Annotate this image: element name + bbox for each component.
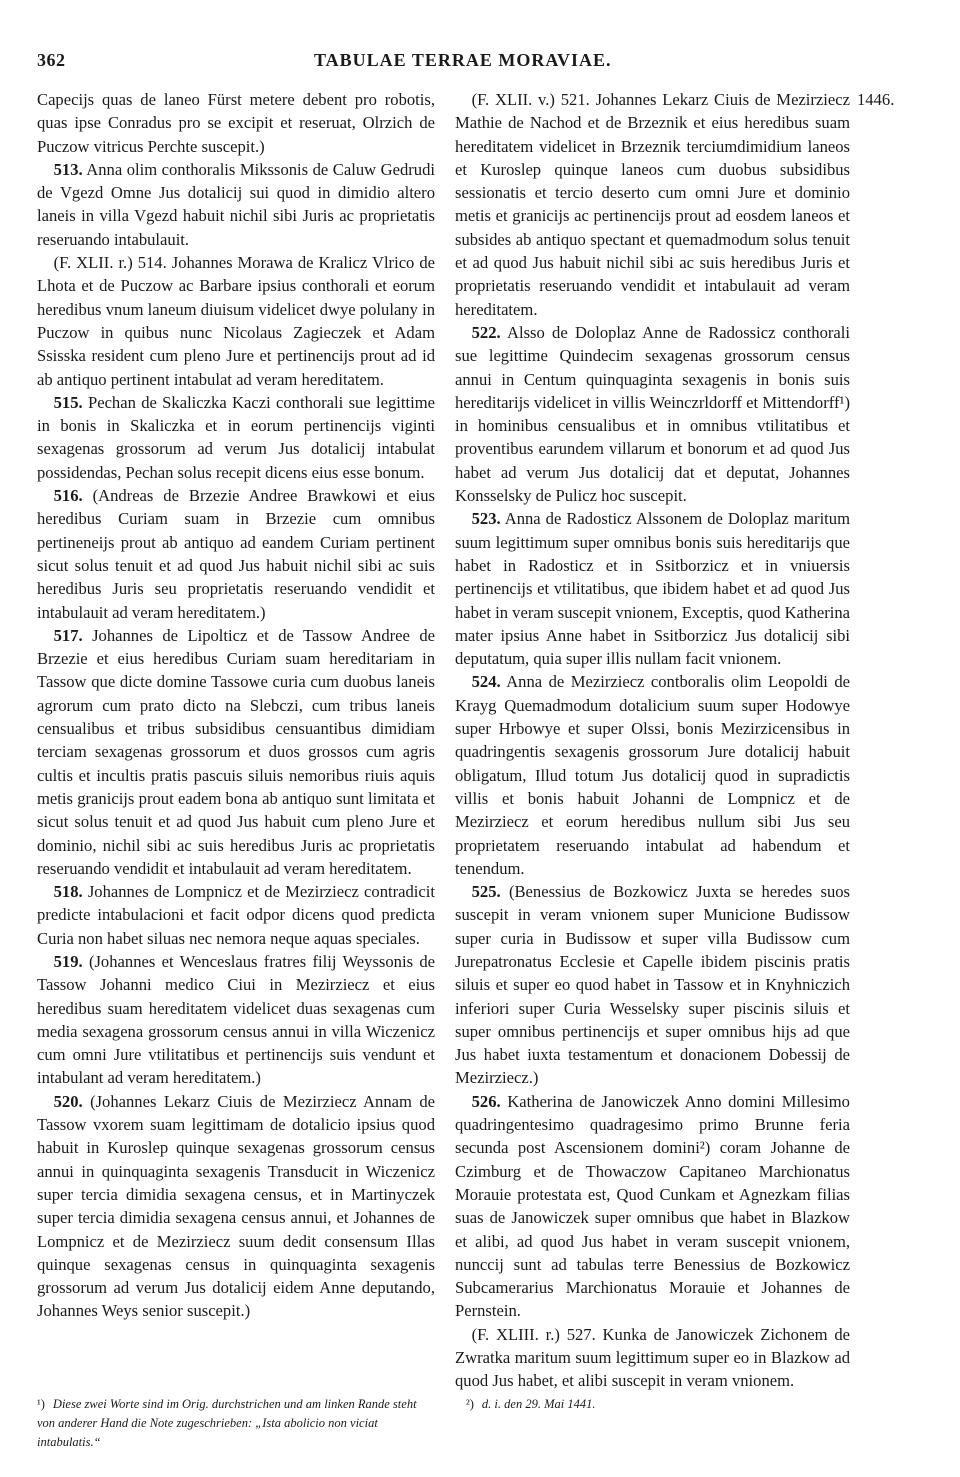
entry-523 — [455, 507, 850, 670]
entry-522 — [455, 321, 850, 507]
entry-515 — [37, 391, 435, 484]
entry-519 — [37, 950, 435, 1090]
entry-text: Katherina de Janowiczek Anno domini Millesimo quadringentesimo quadragesimo primo Brunne feria secunda post Ascensionem domini²) coram Johanne de Czimburg et de Thowaczow Capitaneo Marchionatus Morauie protestata est, Quod Cunkam et Agnezkam filias suas de Janowiczek super omnibus que habet in Blazkow et alibi, ad quod Jus habet in veram suscepit vnionem, nunccij sunt ad tabulas terre Benessius de Bozkowicz Subcamerarius Marchionatus Morauie et Johannes de Pernstein. — [455, 1091, 850, 1321]
entry-number: 526. — [471, 1091, 501, 1111]
running-title: TABULAE TERRAE MORAVIAE. — [314, 50, 612, 70]
entry-text: (Andreas de Brzezie Andree Brawkowi et eius heredibus Curiam suam in Brzezie cum omnibus pertineneijs prout ab antiquo ad eandem Curiam pertinent sicut solus tenuit et ad quod Jus habuit nichil sibi ac suis heredibus Juris seu proprietatis reseruando vendidit et intabulauit ad veram hereditatem.) — [37, 486, 435, 622]
entry-520 — [37, 1090, 435, 1323]
entry-number: 515. — [53, 392, 83, 412]
entry-number: 522. — [471, 322, 501, 342]
entry-text: Anna olim conthoralis Mikssonis de Caluw Gedrudi de Vgezd Omne Jus dotalicij sui quod in dimidio altero laneis in villa Vgezd habuit nichil sibi Juris ac proprietatis reseruando intabulauit. — [37, 159, 436, 249]
entry-number: 516. — [53, 486, 83, 506]
footnote-marker: ¹) — [37, 1397, 45, 1411]
entry-text: Pechan de Skaliczka Kaczi conthorali sue legittime in bonis in Skaliczka et in eorum pertinencijs viginti sexagenas grossorum ad verum Jus dotalicij intabulat possidendas, Pechan solus recepit dicens eius esse bonum. — [37, 392, 436, 482]
entry-text: (F. XLII. v.) 521. Johannes Lekarz Ciuis de Mezirziecz Mathie de Nachod et de Brzeznik et eius heredibus suam hereditatem videlicet in Brzeznik terciumdimidium laneos et Kuroslep quinque laneos cum duobus subsidibus sessionatis et tercio deserto cum omni Jure et dominio metis et granicijs ac pertinencijs prout ad eosdem laneos et subsides ab antiquo spectant et quemadmodum solus tenuit et ad quod Jus habuit nichil sibi ac suis heredibus Juris et proprietatis reseruando vendidit et intabulauit ad veram hereditatem. — [455, 90, 850, 319]
entry-text: Johannes de Lipolticz et de Tassow Andree de Brzezie et eius heredibus Curiam suam hereditariam in Tassow que dicte domine Tassowe curia cum duobus laneis agrorum cum prato dicto na Slebczi, cum tribus laneis censualibus et tribus subsidibus censuantibus dimidiam terciam sexagenas grossorum et duos grossos cum agris cultis et incultis pratis pascuis siluis nemoribus riuis aquis metis granicijs prout eadem bona ab antiquo sunt limitata et sicut solus tenuit et ad quod Jus habuit cum pleno Jure et dominio, nichil sibi ac suis heredibus Juris ac proprietatis reseruando vendidit et intabulauit ad veram hereditatem. — [37, 625, 435, 878]
left-column — [37, 88, 435, 1323]
entry-521 — [455, 88, 850, 321]
entry-text: Anna de Mezirziecz contboralis olim Leopoldi de Krayg Quemadmodum dotalicium suum super Hodowye super Hrbowye et super Olssi, bonis Mezirzicensibus in quadringentis sexagenis grossorum Jure dotalicij habuit obligatum, Illud totum Jus dotalicij quod in supradictis villis et bonis habuit Johanni de Lompnicz et de Mezirziecz et eorum heredibus nullum sibi Jus seu proprietatem reseruando intabulat ad habendum et tenendum. — [455, 672, 851, 878]
entry-text: Anna de Radosticz Alssonem de Doloplaz maritum suum legittimum super omnibus bonis suis hereditarijs que habet in Radosticz et in Ssitborzicz et in vniuersis pertinencijs et vtilitatibus, que ibidem habet et ad quod Jus habet in veram suscepit vnionem, Exceptis, quod Katherina mater ipsius Anne habet in Ssitborzicz Jus dotalicij sibi deputatum, quia super illis nullam facit vnionem. — [455, 509, 850, 669]
entry-514 — [37, 251, 435, 391]
entry-text: Johannes de Lompnicz et de Mezirziecz contradicit predicte intabulacioni et facit odpor dicens quod predicta Curia non habet siluas nec nemora neque aquas speciales. — [37, 882, 435, 948]
entry-513 — [37, 158, 435, 251]
entry-number: 518. — [53, 882, 83, 902]
entry-number: 519. — [53, 951, 83, 971]
entry-text: (F. XLIII. r.) 527. Kunka de Janowiczek Zichonem de Zwratka maritum suum legittimum super eo in Blazkow ad quod Jus habet, et alibi suscepit in veram vnionem. — [455, 1324, 850, 1391]
entry-524 — [455, 670, 850, 880]
entry-number: 513. — [53, 159, 83, 179]
entry-text: (Benessius de Bozkowicz Juxta se heredes suos suscepit in veram vnionem super Municione Budissow super curia in Budissow et super villa Budissow cum Jurepatronatus Ecclesie et Capelle ibidem piscinis pratis siluis et super eo quod habet in Tassow et in Knyhniczich inferiori super Curia Wesselsky super piscinis siluis et super omnibus pertinencijs et super omnibus hijs ad que Jus habet iuxta testamentum et donacionem Dobessij de Mezirziecz.) — [455, 882, 850, 1088]
entry-text: (Johannes et Wenceslaus fratres filij Weyssonis de Tassow Johanni medico Ciui in Mezirziecz et eius heredibus suam hereditatem videlicet duas sexagenas cum media sexagena grossorum census annui in villa Wiczenicz cum omni Jure vtilitatibus et pertinencijs suis vendunt et intabulant ad veram hereditatem.) — [37, 951, 435, 1088]
entry-continuation — [37, 88, 435, 158]
entry-text: Capecijs quas de laneo Fürst metere debent pro robotis, quas ipse Conradus pro se excipit et reseruat, Olrzich de Puczow vitricus Perchte suscepit.) — [37, 90, 435, 156]
entry-number: 525. — [471, 882, 501, 902]
entry-526 — [455, 1090, 850, 1323]
entry-525 — [455, 880, 850, 1090]
margin-year: 1446. — [857, 90, 895, 109]
entry-number: 520. — [53, 1091, 83, 1111]
entry-527 — [455, 1323, 850, 1393]
entry-text: Alsso de Doloplaz Anne de Radossicz conthorali sue legittime Quindecim sexagenas grossorum census annui in Centum quinquaginta sexagenis in bonis suis hereditarijs videlicet in villis Weinczrldorff et Mittendorff¹) in hominibus censualibus et in omnibus vtilitatibus et proventibus earundem villarum et bonorum et ad quod Jus habet ad verum Jus dotalicij dat et deputat, Johannes Konsselsky de Pulicz hoc suscepit. — [455, 322, 851, 506]
entry-number: 523. — [471, 509, 501, 529]
entry-518 — [37, 880, 435, 950]
footnote-2 — [466, 1395, 846, 1414]
footnote-text: d. i. den 29. Mai 1441. — [481, 1397, 596, 1411]
page-number: 362 — [37, 50, 66, 70]
entry-text: (Johannes Lekarz Ciuis de Mezirziecz Annam de Tassow vxorem suam legittimam de dotalicio ipsius quod habuit in Kuroslep quinque sexagenas grossorum census annui in quinquaginta sexagenis Transducit in Wiczenicz super tercia dimidia sexagena census, et in Martinyczek super tercia dimidia sexagena census annui, et Johannes de Lompnicz et de Mezirziecz suum dedit consensum Illas quinque sexagenas census in quinquaginta sexagenis grossorum ad verum Jus dotalicij eidem Anne deputando, Johannes Weys senior suscepit.) — [37, 1091, 435, 1321]
entry-516 — [37, 484, 435, 624]
entry-number: 524. — [471, 672, 501, 692]
right-column — [455, 88, 850, 1393]
entry-text: (F. XLII. r.) 514. Johannes Morawa de Kralicz Vlrico de Lhota et de Puczow ac Barbare ipsius conthorali et eorum heredibus vnum laneum diuisum videlicet dwye polulany in Puczow in quibus nunc Nicolaus Zagieczek et Adam Ssisska resident cum pleno Jure et pertinencijs prout ad id ab antiquo pertinent intabulat ad veram hereditatem. — [37, 253, 435, 389]
footnote-1 — [37, 1395, 437, 1452]
entry-number: 517. — [53, 625, 83, 645]
footnote-marker: ²) — [466, 1397, 474, 1411]
entry-517 — [37, 624, 435, 880]
footnote-text: Diese zwei Worte sind im Orig. durchstrichen und am linken Rande steht von anderer Hand die Note zugeschrieben: „Ista abolicio non viciat intabulatis.“ — [37, 1397, 417, 1449]
